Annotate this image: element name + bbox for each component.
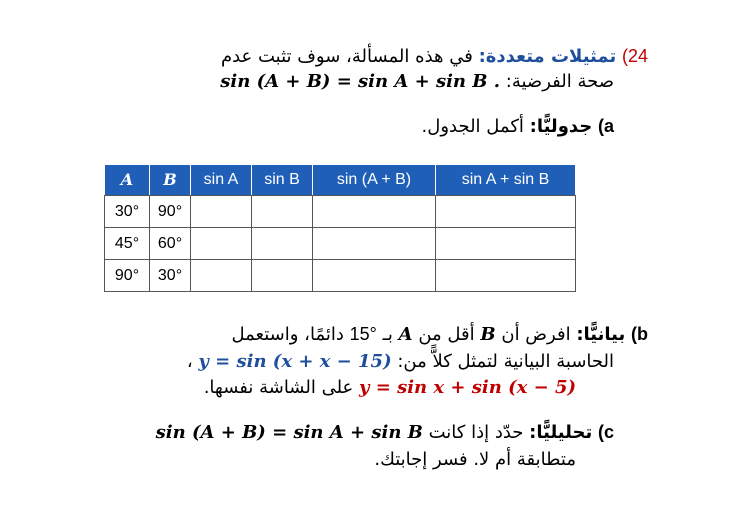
header-b: B <box>150 165 191 196</box>
cell-sin-a-plus-b[interactable] <box>313 196 436 228</box>
cell-sin-a-plus-b[interactable] <box>313 260 436 292</box>
cell-sin-a-plus-sin-b[interactable] <box>436 260 576 292</box>
part-a-text: أكمل الجدول. <box>421 116 524 137</box>
header-sin-b: sin B <box>252 165 313 196</box>
part-c-letter: c) <box>597 422 614 442</box>
part-c-text-2: متطابقة أم لا. فسر إجابتك. <box>374 449 576 470</box>
part-c-formula: sin (A + B) = sin A + sin B <box>155 422 423 443</box>
part-b-text-2: الحاسبة البيانية لتمثل كلاًّ من: <box>397 351 614 372</box>
part-c-line-2 <box>374 448 576 472</box>
part-c-title: تحليليًّا: <box>529 422 593 443</box>
cell-sin-b[interactable] <box>252 196 313 228</box>
cell-sin-a-plus-sin-b[interactable] <box>436 228 576 260</box>
cell-sin-a[interactable] <box>191 196 252 228</box>
var-a: A <box>398 324 413 345</box>
values-table <box>104 164 576 292</box>
problem-intro-2: صحة الفرضية: <box>505 71 614 92</box>
cell-sin-b[interactable] <box>252 228 313 260</box>
part-a <box>422 114 614 139</box>
part-c-line-1 <box>156 420 614 445</box>
part-a-letter: a) <box>597 116 614 136</box>
problem-title: تمثيلات متعددة: <box>478 46 617 67</box>
cell-a: 90° <box>105 260 150 292</box>
table-row <box>105 196 576 228</box>
cell-sin-b[interactable] <box>252 260 313 292</box>
part-b-text-1c: بـ <box>382 324 393 345</box>
cell-sin-a-plus-sin-b[interactable] <box>436 196 576 228</box>
part-b-line-3 <box>204 376 576 400</box>
hypothesis-formula: sin (A + B) = sin A + sin B . <box>220 71 501 92</box>
part-a-title: جدوليًّا: <box>529 116 593 137</box>
header-sin-a-plus-sin-b: sin A + sin B <box>436 165 576 196</box>
var-b: B <box>480 324 496 345</box>
part-c-text-1: حدّد إذا كانت <box>428 422 524 443</box>
problem-line-1 <box>221 44 648 69</box>
part-b-text-1b: أقل من <box>418 324 475 345</box>
part-b-line-1 <box>232 322 648 347</box>
cell-sin-a-plus-b[interactable] <box>313 228 436 260</box>
part-b-comma: ، <box>186 351 193 372</box>
problem-intro-1: في هذه المسألة، سوف تثبت عدم <box>220 46 473 67</box>
header-sin-a: sin A <box>191 165 252 196</box>
cell-a: 30° <box>105 196 150 228</box>
part-b-formula-2: y = sin x + sin (x − 5) <box>359 377 576 398</box>
part-b-letter: b) <box>631 324 648 344</box>
cell-b: 60° <box>150 228 191 260</box>
cell-sin-a[interactable] <box>191 228 252 260</box>
header-sin-a-plus-b: sin (A + B) <box>313 165 436 196</box>
cell-b: 30° <box>150 260 191 292</box>
header-a: A <box>105 165 150 196</box>
table-row <box>105 260 576 292</box>
cell-a: 45° <box>105 228 150 260</box>
part-b-formula-1: y = sin (x + x − 15) <box>198 351 392 372</box>
cell-b: 90° <box>150 196 191 228</box>
part-b-text-3: على الشاشة نفسها. <box>203 377 354 398</box>
table-row <box>105 228 576 260</box>
problem-number: 24) <box>621 46 648 66</box>
problem-line-2 <box>220 70 614 94</box>
part-b-text-1d: دائمًا، واستعمل <box>231 324 344 345</box>
table-header-row <box>105 165 576 196</box>
part-b-num: 15° <box>349 324 377 344</box>
part-b-text-1a: افرض أن <box>501 324 571 345</box>
cell-sin-a[interactable] <box>191 260 252 292</box>
part-b-title: بيانيًّا: <box>576 324 626 345</box>
part-b-line-2 <box>187 350 614 374</box>
